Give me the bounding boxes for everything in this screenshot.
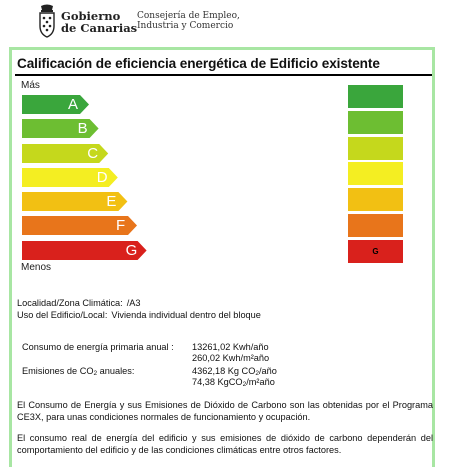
rating-cell-f [348,214,403,237]
co2-value2-post: /m²año [246,377,275,387]
scale-bar-c [22,144,108,163]
scale-letter-e: E [106,193,117,211]
rating-cell-g [348,240,403,263]
scale-top-label: Más [21,80,40,91]
energy-label: Consumo de energía primaria anual : [22,342,174,352]
co2-value1-pre: 4362,18 Kg CO [192,366,256,376]
rating-cell-a [348,85,403,108]
department-name [137,11,240,31]
zone-row [17,297,141,309]
scale-bar-e [22,192,127,211]
co2-value-per-m2 [192,376,275,391]
zone-label: Localidad/Zona Climática: [17,298,123,308]
energy-value-annual: 13261,02 Kwh/año [192,342,269,352]
use-row [17,309,261,321]
scale-letter-a: A [68,96,79,113]
title-underline [15,74,432,76]
rating-cell-b [348,111,403,134]
zone-value: /A3 [126,298,141,308]
co2-label-pre: Emisiones de CO [22,366,94,376]
co2-label-sub: 2 [93,370,98,377]
scale-letter-d: D [96,168,108,186]
energy-value-per-m2: 260,02 Kwh/m²año [192,353,270,363]
rating-cell-c [348,137,403,160]
government-name-line2: de Canarias [61,21,138,35]
government-name-line1: Gobierno [61,9,121,23]
energy-scale-bars [22,95,147,265]
scale-arrow-a [22,95,89,114]
co2-label-post: anuales: [97,366,135,376]
scale-letter-b: B [77,120,88,138]
coat-of-arms-icon [37,4,57,38]
rating-cell-e [348,188,403,211]
scale-bar-f [22,216,137,235]
scale-bar-d [22,168,118,187]
co2-value1-post: /año [258,366,277,376]
header [0,0,450,44]
scale-letter-f: F [116,217,126,235]
use-value: Vivienda individual dentro del bloque [111,310,261,320]
rating-marker: G [372,246,379,256]
scale-letter-c: C [87,144,99,162]
department-name-line2: Industria y Comercio [137,21,234,31]
page-title: Calificación de eficiencia energética de Edificio existente [17,56,380,71]
co2-value1-sub: 2 [255,370,259,377]
department-name-line1: Consejería de Empleo, [137,11,240,21]
co2-label [22,365,134,380]
scale-letter-g: G [125,241,138,259]
scale-bottom-label: Menos [21,262,52,273]
scale-bar-g [22,241,147,260]
co2-value2-pre: 74,38 KgCO [192,377,243,387]
co2-value2-sub: 2 [242,381,247,388]
disclaimer-paragraph-2: El consumo real de energía del edificio y sus emisiones de dióxido de carbono dependerán del comportamiento del edificio y de las condiciones climáticas entre otros factores. [17,433,433,455]
rating-cell-d [348,162,403,185]
government-name [61,10,137,34]
disclaimer-paragraph-1: El Consumo de Energía y sus Emisiones de Dióxido de Carbono son las obtenidas por el Programa CE3X, para unas condiciones normales de funcionamiento y ocupación. [17,400,433,422]
rating-column [348,85,403,266]
scale-bar-b [22,119,99,138]
use-label: Uso del Edificio/Local: [17,310,108,320]
scale-bar-a [22,95,89,114]
